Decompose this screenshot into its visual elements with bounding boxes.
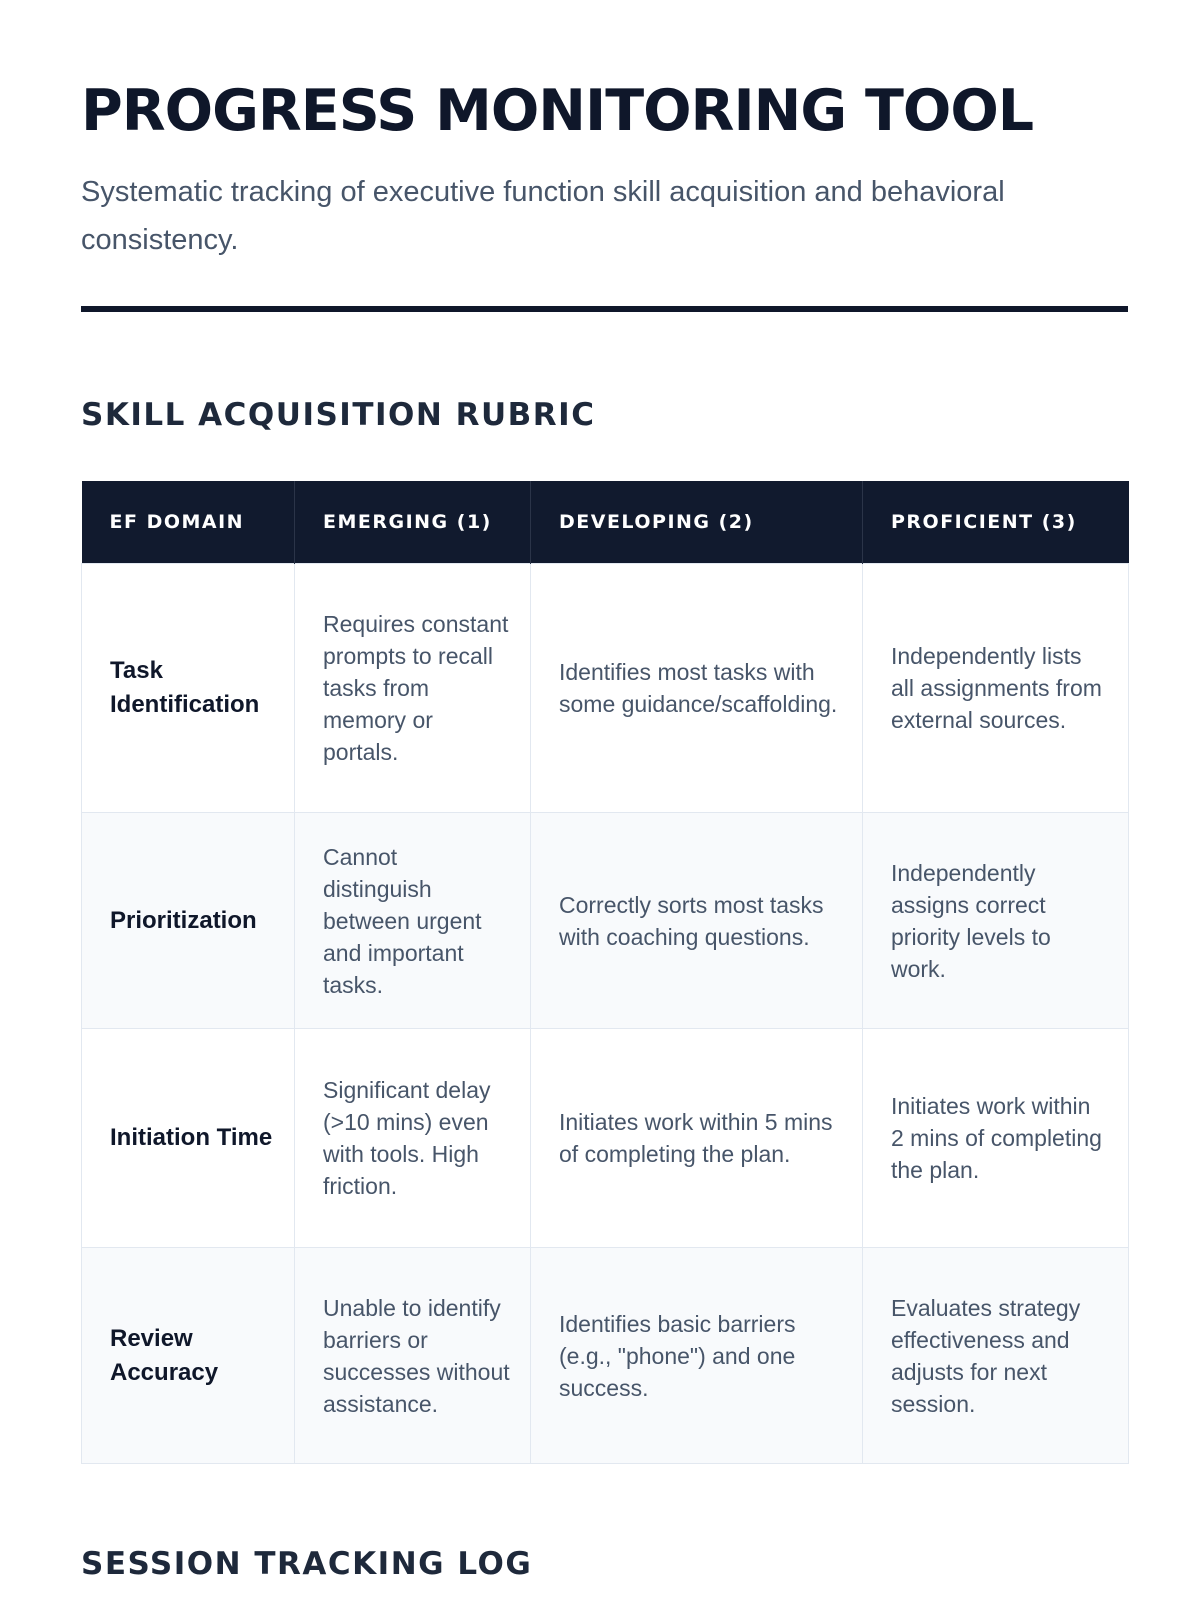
page-subtitle: Systematic tracking of executive function skill acquisition and behavioral consistency.	[81, 176, 1005, 256]
developing-cell: Identifies basic barriers (e.g., "phone") and one success.	[531, 1248, 863, 1464]
column-header-emerging: EMERGING (1)	[295, 481, 531, 564]
developing-cell: Initiates work within 5 mins of completing the plan.	[531, 1029, 863, 1248]
proficient-cell: Independently lists all assignments from external sources.	[863, 564, 1129, 813]
rubric-heading: SKILL ACQUISITION RUBRIC	[81, 397, 596, 433]
column-header-domain: EF DOMAIN	[82, 481, 295, 564]
column-header-proficient: PROFICIENT (3)	[863, 481, 1129, 564]
domain-cell: Review Accuracy	[82, 1248, 295, 1464]
table-row	[82, 564, 1129, 813]
page-title: PROGRESS MONITORING TOOL	[81, 78, 1034, 144]
column-header-developing: DEVELOPING (2)	[531, 481, 863, 564]
developing-cell: Identifies most tasks with some guidance/scaffolding.	[531, 564, 863, 813]
table-row	[82, 1029, 1129, 1248]
rubric-table	[81, 481, 1129, 1464]
proficient-cell: Independently assigns correct priority levels to work.	[863, 813, 1129, 1029]
proficient-cell: Initiates work within 2 mins of completing the plan.	[863, 1029, 1129, 1248]
table-row	[82, 1248, 1129, 1464]
emerging-cell: Requires constant prompts to recall tasks from memory or portals.	[295, 564, 531, 813]
rubric-header-row	[82, 481, 1129, 564]
title-divider	[81, 306, 1128, 312]
session-log-heading: SESSION TRACKING LOG	[81, 1546, 533, 1582]
domain-cell: Prioritization	[82, 813, 295, 1029]
domain-cell: Initiation Time	[82, 1029, 295, 1248]
table-row	[82, 813, 1129, 1029]
developing-cell: Correctly sorts most tasks with coaching questions.	[531, 813, 863, 1029]
proficient-cell: Evaluates strategy effectiveness and adjusts for next session.	[863, 1248, 1129, 1464]
domain-cell: Task Identification	[82, 564, 295, 813]
emerging-cell: Significant delay (>10 mins) even with tools. High friction.	[295, 1029, 531, 1248]
emerging-cell: Cannot distinguish between urgent and important tasks.	[295, 813, 531, 1029]
emerging-cell: Unable to identify barriers or successes without assistance.	[295, 1248, 531, 1464]
